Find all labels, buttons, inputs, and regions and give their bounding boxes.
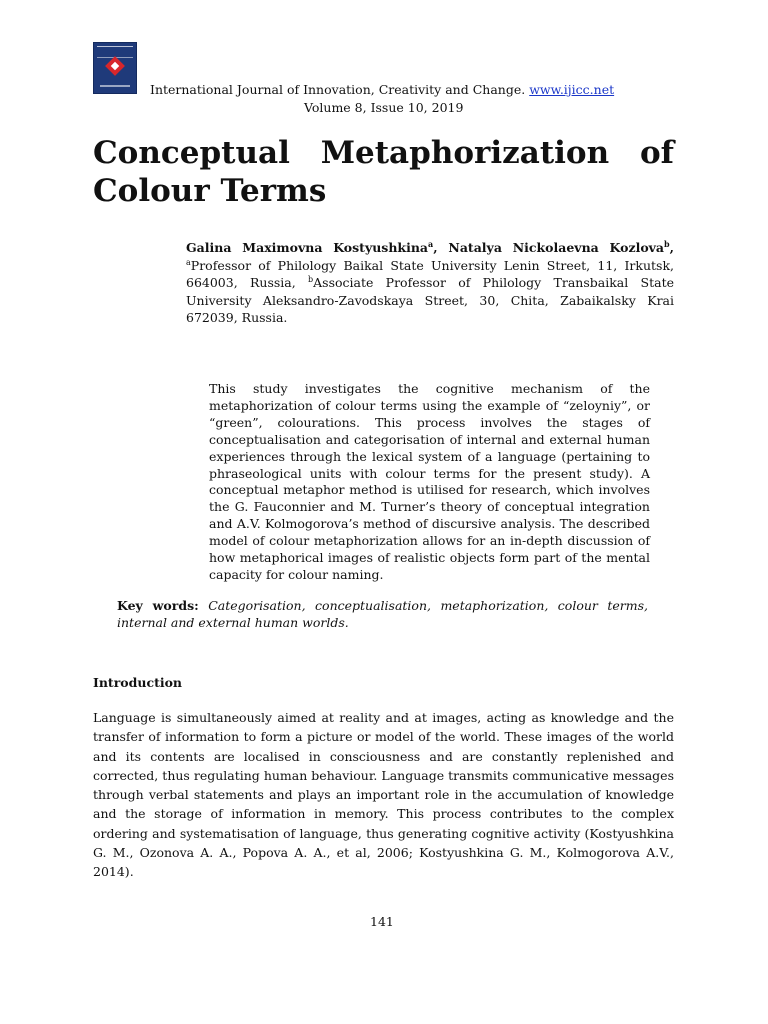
- keywords-label: Key words:: [117, 598, 199, 613]
- journal-url-link[interactable]: www.ijicc.net: [529, 82, 615, 97]
- title-word: Metaphorization: [320, 135, 610, 171]
- journal-name: International Journal of Innovation, Creativity and Change.: [150, 82, 526, 97]
- title-word: of: [639, 135, 674, 171]
- title-line-1: [93, 134, 674, 172]
- paper-title: [93, 134, 674, 210]
- affiliation-superscript: a: [186, 257, 191, 267]
- journal-logo-icon: [93, 42, 137, 94]
- volume-issue: Volume 8, Issue 10, 2019: [304, 100, 464, 115]
- affiliation-superscript: b: [308, 274, 314, 284]
- author-name: Natalya Nickolaevna Kozlova: [448, 240, 665, 255]
- title-word: Conceptual: [93, 135, 290, 171]
- affiliation-b: Associate Professor of Philology Transbaikal State University Aleksandro-Zavodskaya Street, 30, Chita, Zabaikalsky Krai 672039, Russia.: [186, 275, 674, 325]
- author-superscript: a: [428, 238, 434, 249]
- logo-diamond-mark: [105, 56, 125, 76]
- section-heading-introduction: Introduction: [93, 675, 183, 690]
- keywords: [117, 597, 648, 631]
- author-block: [186, 239, 674, 327]
- title-line-2: Colour Terms: [93, 173, 327, 209]
- journal-header: [150, 82, 614, 97]
- affiliation-a: Professor of Philology Baikal State University Lenin Street, 11, Irkutsk, 664003, Russia,: [186, 257, 674, 290]
- page-number: 141: [370, 914, 394, 929]
- author-superscript: b: [664, 238, 670, 249]
- keywords-text: Categorisation, conceptualisation, metaphorization, colour terms, internal and external human worlds.: [117, 598, 648, 630]
- author-names: Galina Maximovna Kostyushkina$^a$, Natalya Nickolaevna Kozlova$^b$,: [186, 238, 674, 255]
- logo-footer-band: [100, 85, 130, 87]
- author-name: Galina Maximovna Kostyushkina: [186, 240, 429, 255]
- abstract: This study investigates the cognitive mechanism of the metaphorization of colour terms using the example of “zeloyniy”, or “green”, colourations. This process involves the stages of conceptualisation and categorisation of internal and external human experiences through the lexical system of a language (pertaining to phraseological units with colour terms for the present study). A conceptual metaphor method is utilised for research, which involves the G. Fauconnier and M. Turner’s theory of conceptual integration and A.V. Kolmogorova’s method of discursive analysis. The described model of colour metaphorization allows for an in-depth discussion of how metaphorical images of realistic objects form part of the mental capacity for colour naming.: [209, 381, 650, 582]
- introduction-paragraph: Language is simultaneously aimed at reality and at images, acting as knowledge and the transfer of information to form a picture or model of the world. These images of the world and its contents are localised in consciousness and are constantly replenished and corrected, thus regulating human behaviour. Language transmits communicative messages through verbal statements and plays an important role in the accumulation of knowledge and the storage of information in memory. This process contributes to the complex ordering and systematisation of language, thus generating cognitive activity (Kostyushkina G. M., Ozonova A. A., Popova A. A., et al, 2006; Kostyushkina G. M., Kolmogorova A.V., 2014).: [93, 710, 674, 880]
- affiliations: [186, 258, 674, 326]
